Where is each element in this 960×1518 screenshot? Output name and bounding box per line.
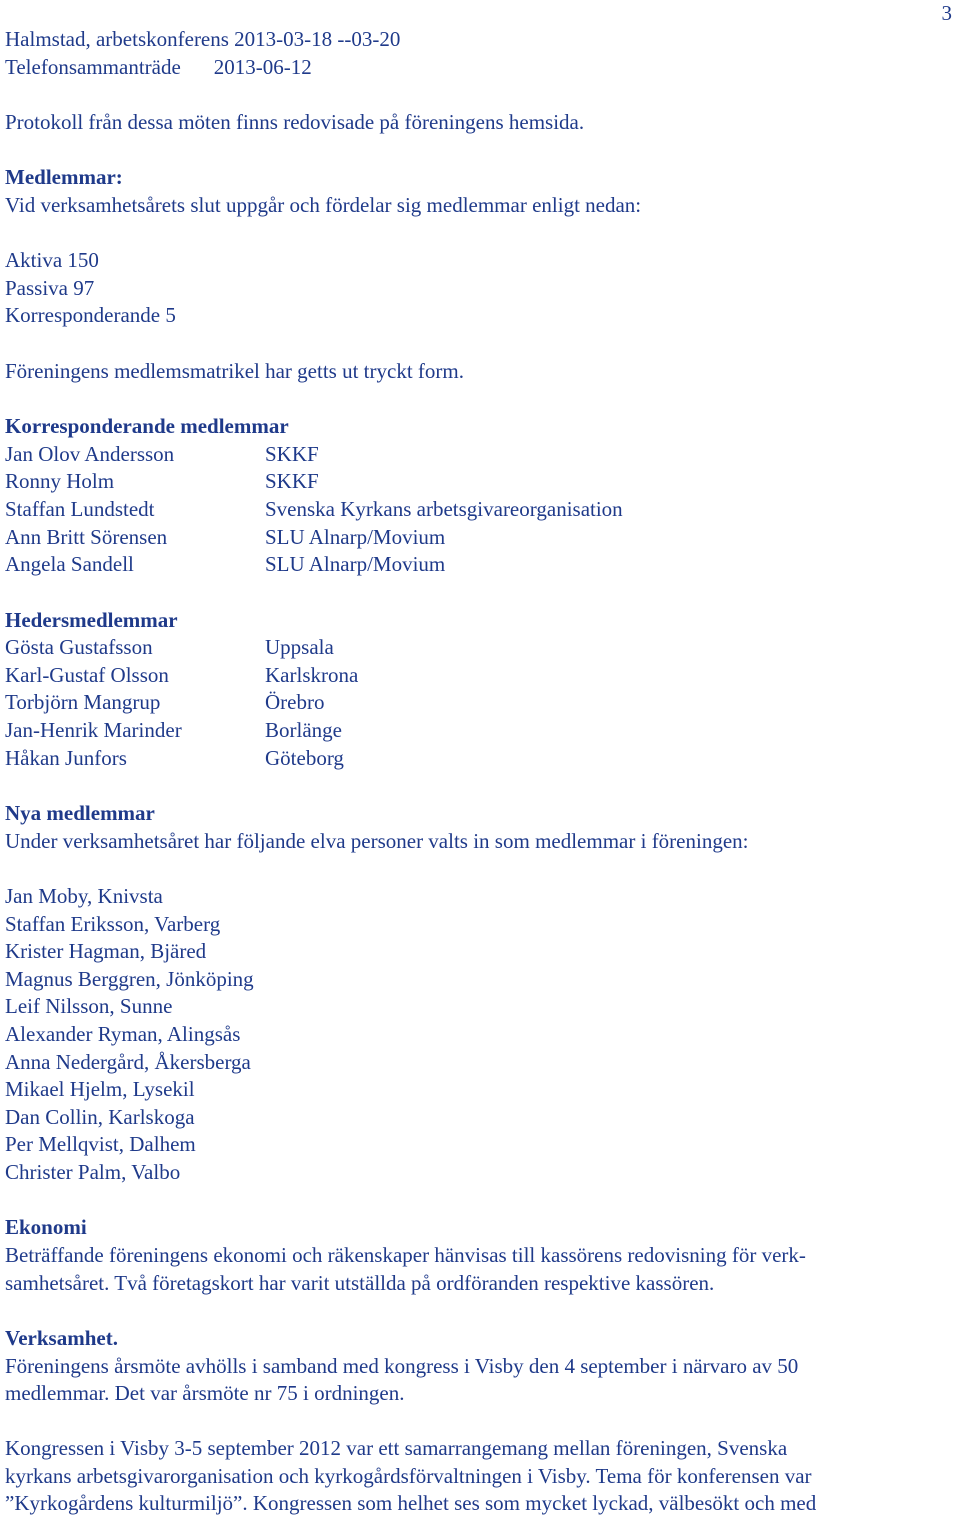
member-name: Gösta Gustafsson	[5, 635, 153, 659]
header-label: Telefonsammanträde	[5, 55, 181, 79]
heders-place: Karlskrona	[265, 663, 359, 687]
list-item: Alexander Ryman, Alingsås	[5, 1022, 241, 1046]
verksamhet-text-1: Föreningens årsmöte avhölls i samband med kongress i Visby den 4 september i närvaro av 50	[5, 1354, 799, 1378]
count-korresponderande	[5, 302, 176, 330]
medlemmar-heading: Medlemmar:	[5, 165, 123, 189]
member-name: Staffan Lundstedt	[5, 497, 155, 521]
header-date: 2013-06-12	[213, 55, 312, 79]
list-item: Staffan Eriksson, Varberg	[5, 912, 221, 936]
count-value: 5	[165, 303, 176, 327]
korr-org: SLU Alnarp/Movium	[265, 525, 446, 549]
list-item: Dan Collin, Karlskoga	[5, 1105, 195, 1129]
list-item: Magnus Berggren, Jönköping	[5, 967, 254, 991]
member-name: Jan Olov Andersson	[5, 442, 175, 466]
heders-row	[5, 745, 127, 773]
list-item: Per Mellqvist, Dalhem	[5, 1132, 196, 1156]
count-label: Korresponderande	[5, 303, 161, 327]
count-value: 97	[73, 276, 95, 300]
heders-place: Örebro	[265, 690, 325, 714]
korresponderande-heading: Korresponderande medlemmar	[5, 414, 289, 438]
ekonomi-text-2: samhetsåret. Två företagskort har varit utställda på ordföranden respektive kassören.	[5, 1271, 715, 1295]
count-aktiva	[5, 247, 99, 275]
korr-org: SKKF	[265, 469, 319, 493]
medlemmar-intro: Vid verksamhetsårets slut uppgår och fördelar sig medlemmar enligt nedan:	[5, 193, 642, 217]
count-passiva	[5, 275, 94, 303]
verksamhet-text-2: medlemmar. Det var årsmöte nr 75 i ordningen.	[5, 1381, 405, 1405]
heders-row	[5, 689, 160, 717]
korr-row	[5, 551, 134, 579]
header-line-2	[5, 54, 312, 82]
protokoll-note: Protokoll från dessa möten finns redovisade på föreningens hemsida.	[5, 110, 585, 134]
nya-heading: Nya medlemmar	[5, 801, 155, 825]
heders-heading: Hedersmedlemmar	[5, 608, 178, 632]
korr-row	[5, 441, 174, 469]
member-name: Håkan Junfors	[5, 746, 127, 770]
kongress-text-1: Kongressen i Visby 3-5 september 2012 var ett samarrangemang mellan föreningen, Svenska	[5, 1436, 788, 1460]
list-item: Anna Nedergård, Åkersberga	[5, 1050, 251, 1074]
member-name: Ann Britt Sörensen	[5, 525, 168, 549]
member-name: Karl-Gustaf Olsson	[5, 663, 169, 687]
matrikel-note: Föreningens medlemsmatrikel har getts ut tryckt form.	[5, 359, 464, 383]
kongress-text-3: ”Kyrkogårdens kulturmiljö”. Kongressen som helhet ses som mycket lyckad, välbesökt och med	[5, 1491, 817, 1515]
heders-row	[5, 662, 169, 690]
verksamhet-heading: Verksamhet.	[5, 1326, 118, 1350]
korr-org: SKKF	[265, 442, 319, 466]
count-label: Aktiva	[5, 248, 63, 272]
list-item: Krister Hagman, Bjäred	[5, 939, 207, 963]
ekonomi-heading: Ekonomi	[5, 1215, 87, 1239]
list-item: Mikael Hjelm, Lysekil	[5, 1077, 195, 1101]
heders-place: Borlänge	[265, 718, 342, 742]
member-name: Ronny Holm	[5, 469, 115, 493]
count-label: Passiva	[5, 276, 68, 300]
list-item: Christer Palm, Valbo	[5, 1160, 181, 1184]
member-name: Torbjörn Mangrup	[5, 690, 161, 714]
nya-intro: Under verksamhetsåret har följande elva personer valts in som medlemmar i föreningen:	[5, 829, 749, 853]
korr-row	[5, 468, 114, 496]
member-name: Angela Sandell	[5, 552, 134, 576]
korr-row	[5, 524, 167, 552]
ekonomi-text-1: Beträffande föreningens ekonomi och räkenskaper hänvisas till kassörens redovisning för verk-	[5, 1243, 806, 1267]
list-item: Jan Moby, Knivsta	[5, 884, 163, 908]
korr-org: Svenska Kyrkans arbetsgivareorganisation	[265, 497, 623, 521]
page-number: 3	[941, 1, 952, 25]
korr-row	[5, 496, 155, 524]
heders-place: Göteborg	[265, 746, 344, 770]
heders-place: Uppsala	[265, 635, 334, 659]
kongress-text-2: kyrkans arbetsgivarorganisation och kyrkogårdsförvaltningen i Visby. Tema för konferensen var	[5, 1464, 812, 1488]
member-name: Jan-Henrik Marinder	[5, 718, 182, 742]
heders-row	[5, 634, 153, 662]
count-value: 150	[67, 248, 99, 272]
korr-org: SLU Alnarp/Movium	[265, 552, 446, 576]
header-line-1: Halmstad, arbetskonferens 2013-03-18 --03-20	[5, 27, 401, 51]
list-item: Leif Nilsson, Sunne	[5, 994, 173, 1018]
heders-row	[5, 717, 182, 745]
